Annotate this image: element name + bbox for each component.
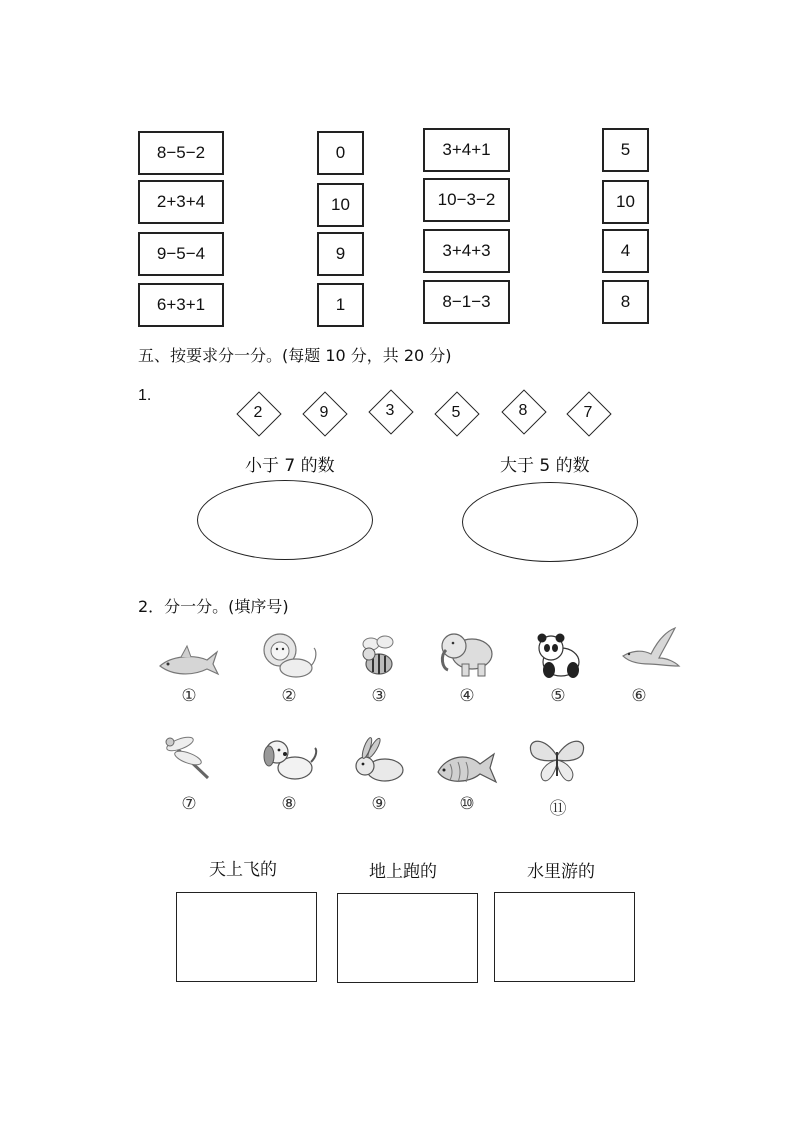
lion-icon [256, 628, 320, 684]
question-number: 1. [138, 387, 152, 404]
dog-icon [257, 732, 321, 788]
bird-icon [617, 622, 681, 678]
rabbit-icon [349, 734, 413, 790]
category-label-land: 地上跑的 [369, 862, 437, 882]
answer-box-land[interactable] [337, 893, 478, 983]
less-than-label: 小于 7 的数 [245, 456, 335, 476]
item-number: ① [181, 686, 197, 706]
dragonfly-icon [158, 732, 222, 788]
item-number: ⑩ [459, 794, 475, 814]
diamond-number: 7 [583, 404, 593, 421]
diamond-number: 3 [385, 402, 395, 419]
category-label-sky: 天上飞的 [209, 860, 277, 880]
diamond-number: 9 [319, 404, 329, 421]
expr-box: 3+4+3 [423, 229, 510, 273]
number-box: 5 [602, 128, 649, 172]
diamond-number: 5 [451, 404, 461, 421]
butterfly-icon [525, 732, 589, 788]
expr-box: 8−1−3 [423, 280, 510, 324]
item-number: ⑤ [550, 686, 566, 706]
answer-ellipse-right[interactable] [462, 482, 638, 562]
number-box: 1 [317, 283, 364, 327]
elephant-icon [436, 624, 500, 680]
expr-box: 9−5−4 [138, 232, 224, 276]
answer-box-sky[interactable] [176, 892, 317, 982]
category-label-water: 水里游的 [527, 862, 595, 882]
greater-than-label: 大于 5 的数 [500, 456, 590, 476]
item-number: ⑨ [371, 794, 387, 814]
answer-box-water[interactable] [494, 892, 635, 982]
expr-box: 2+3+4 [138, 180, 224, 224]
number-box: 9 [317, 232, 364, 276]
expr-box: 8−5−2 [138, 131, 224, 175]
section-title: 五、按要求分一分。(每题 10 分，共 20 分) [138, 346, 452, 365]
diamond-number: 8 [518, 402, 528, 419]
number-box: 10 [317, 183, 364, 227]
item-number: ④ [459, 686, 475, 706]
fish-icon [434, 738, 498, 794]
number-box: 8 [602, 280, 649, 324]
number-box: 10 [602, 180, 649, 224]
item-number: ③ [371, 686, 387, 706]
expr-box: 3+4+1 [423, 128, 510, 172]
item-number: ⑪ [549, 799, 567, 819]
item-number: ⑧ [281, 794, 297, 814]
bee-icon [349, 630, 413, 686]
answer-ellipse-left[interactable] [197, 480, 373, 560]
shark-icon [157, 636, 221, 692]
number-box: 0 [317, 131, 364, 175]
item-number: ⑥ [631, 686, 647, 706]
item-number: ⑦ [181, 794, 197, 814]
expr-box: 6+3+1 [138, 283, 224, 327]
question-title: 2．分一分。(填序号) [138, 597, 289, 616]
diamond-number: 2 [253, 404, 263, 421]
number-box: 4 [602, 229, 649, 273]
panda-icon [527, 626, 591, 682]
item-number: ② [281, 686, 297, 706]
expr-box: 10−3−2 [423, 178, 510, 222]
